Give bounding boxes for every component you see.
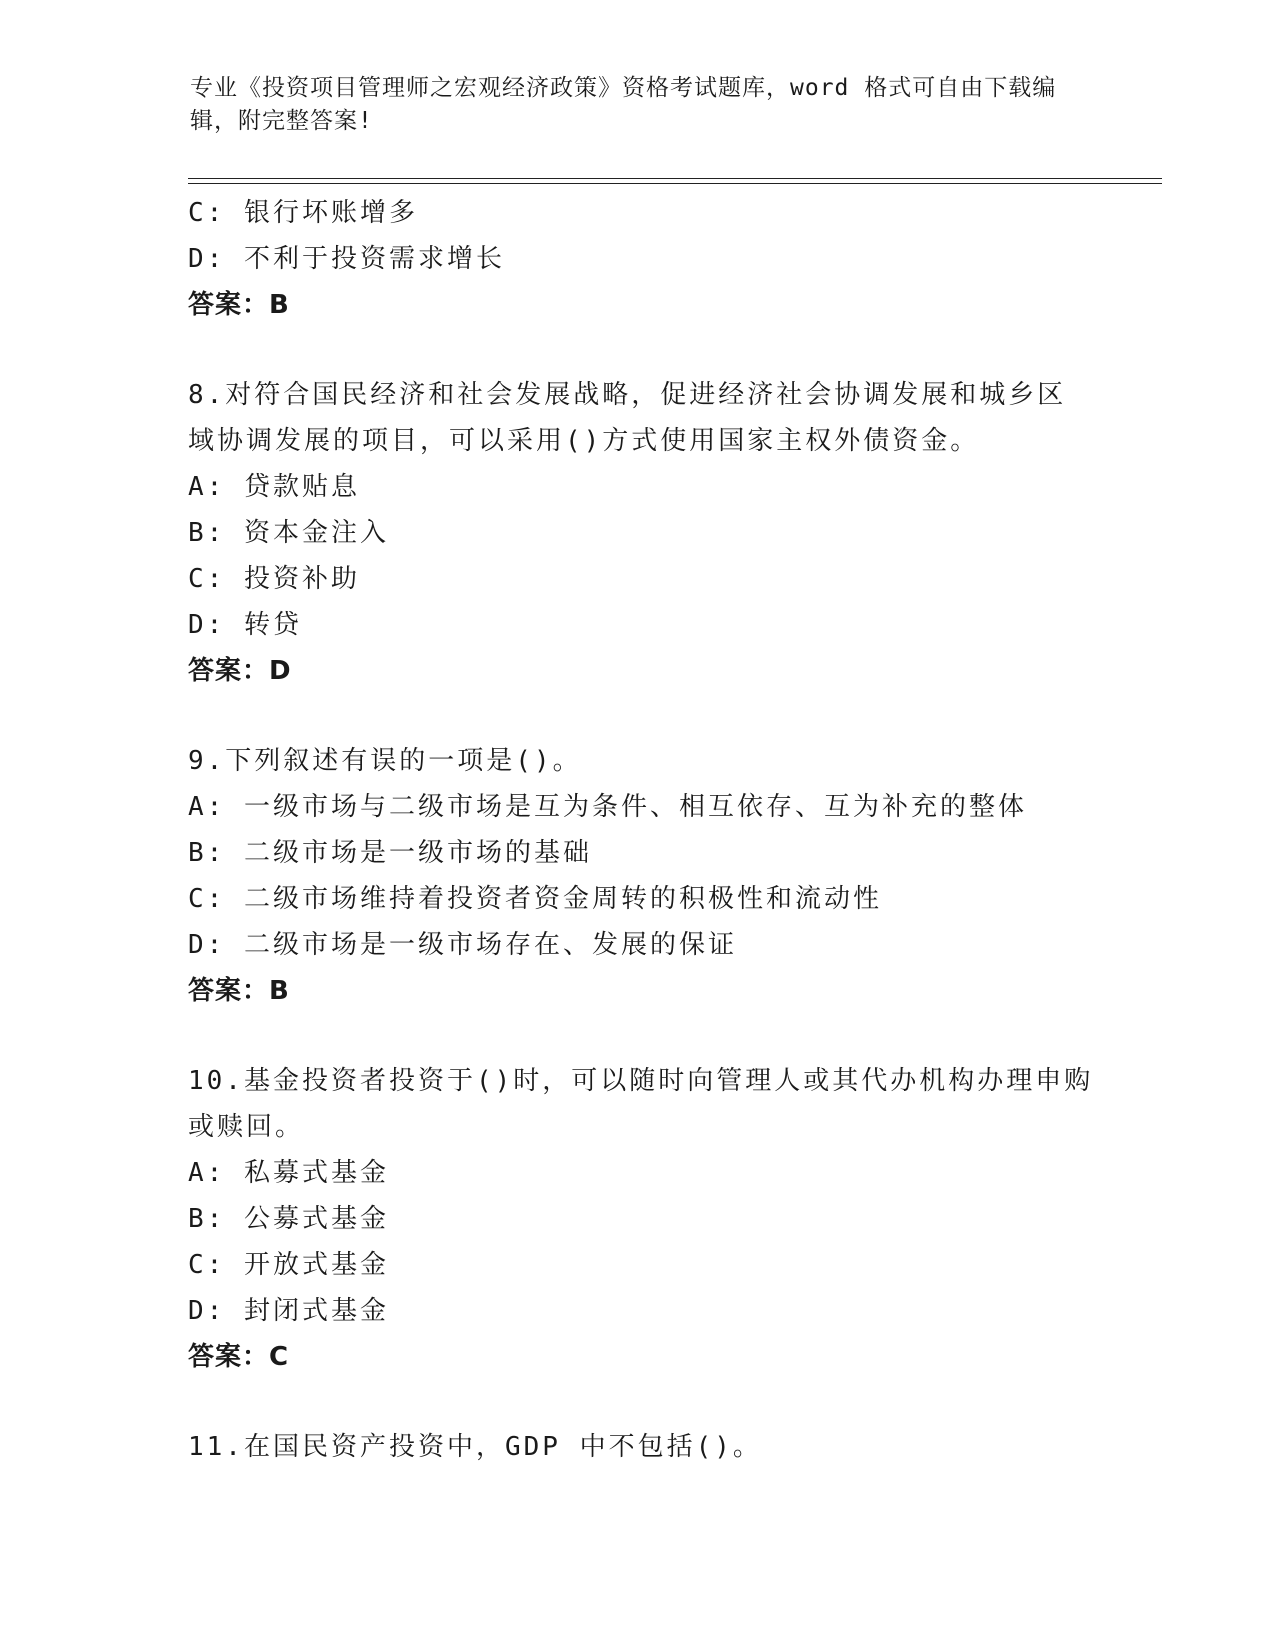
answer-line: 答案：C — [188, 1342, 290, 1372]
block-spacer — [188, 328, 1088, 372]
question-block — [188, 738, 1088, 1014]
question-list — [188, 190, 1094, 1470]
block-spacer — [188, 1014, 1088, 1058]
header-line-2: 辑，附完整答案! — [190, 108, 373, 134]
question-line: B: 公募式基金 — [188, 1204, 389, 1234]
question-block — [188, 372, 1088, 694]
question-line: 或赎回。 — [188, 1112, 305, 1142]
answer-line: 答案：B — [188, 290, 290, 320]
header-rule-bottom — [188, 183, 1162, 184]
question-block — [188, 1424, 1088, 1470]
header-line-1: 专业《投资项目管理师之宏观经济政策》资格考试题库，word 格式可自由下载编 — [190, 75, 1057, 101]
question-line: 域协调发展的项目，可以采用()方式使用国家主权外债资金。 — [188, 426, 980, 456]
question-line: C: 二级市场维持着投资者资金周转的积极性和流动性 — [188, 884, 882, 914]
question-line: C: 开放式基金 — [188, 1250, 389, 1280]
question-line: 10.基金投资者投资于()时，可以随时向管理人或其代办机构办理申购 — [188, 1066, 1094, 1096]
answer-line: 答案：B — [188, 976, 290, 1006]
block-spacer — [188, 1380, 1088, 1424]
question-line: A: 贷款贴息 — [188, 472, 360, 502]
question-line: C: 银行坏账增多 — [188, 198, 418, 228]
header-rule-top — [188, 178, 1162, 179]
document-header — [190, 72, 1090, 138]
question-line: C: 投资补助 — [188, 564, 360, 594]
question-line: D: 转贷 — [188, 610, 302, 640]
question-line: 11.在国民资产投资中，GDP 中不包括()。 — [188, 1432, 762, 1462]
question-line: D: 二级市场是一级市场存在、发展的保证 — [188, 930, 737, 960]
answer-line: 答案：D — [188, 656, 292, 686]
question-line: D: 封闭式基金 — [188, 1296, 389, 1326]
question-line: D: 不利于投资需求增长 — [188, 244, 505, 274]
question-line: B: 资本金注入 — [188, 518, 389, 548]
question-line: A: 一级市场与二级市场是互为条件、相互依存、互为补充的整体 — [188, 792, 1027, 822]
question-block — [188, 190, 1088, 328]
question-block — [188, 1058, 1094, 1380]
question-line: 8.对符合国民经济和社会发展战略，促进经济社会协调发展和城乡区 — [188, 380, 1067, 410]
block-spacer — [188, 694, 1088, 738]
question-line: 9.下列叙述有误的一项是()。 — [188, 746, 582, 776]
question-line: A: 私募式基金 — [188, 1158, 389, 1188]
question-line: B: 二级市场是一级市场的基础 — [188, 838, 592, 868]
